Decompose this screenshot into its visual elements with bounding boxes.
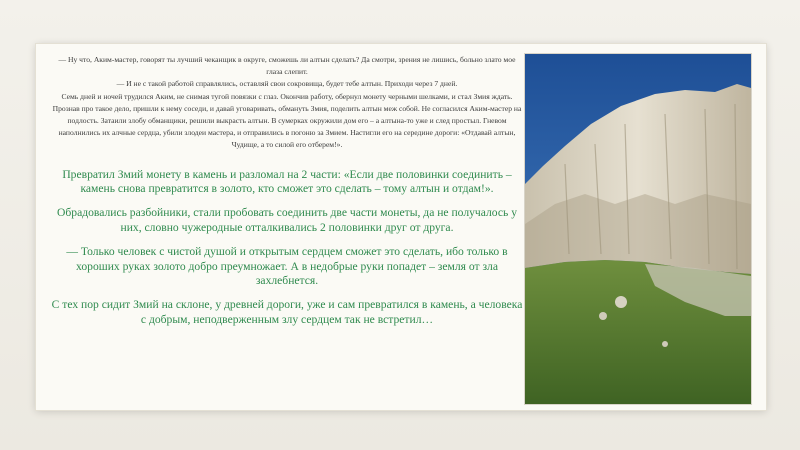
story-paragraph: С тех пор сидит Змий на склоне, у древней дороги, уже и сам превратился в камень, а человека с добрым, неподверженным злу сердцем так не встретил… (51, 298, 523, 326)
boulder (599, 312, 607, 320)
text-column (50, 54, 524, 337)
cliff-photo (524, 53, 752, 405)
intro-paragraph: — И не с такой работой справлялись, оставляй свои сокровища, будет тебе алтын. Приходи через 7 дней. (116, 79, 458, 89)
story-block (50, 168, 524, 328)
intro-paragraph: — Ну что, Аким-мастер, говорят ты лучший чеканщик в округе, сможешь ли алтын сделать? Да смотри, зрения не лишись, больно злато мое глаза слепит. (58, 55, 516, 77)
intro-paragraph: Семь дней и ночей трудился Аким, не снимая тугой повязки с глаз. Окончив работу, обернул монету черными шелками, и стал Змия ждать. Прознав про такое дело, пришли к нему соседи, и давай уговаривать, обмануть Змия, поделить алтын меж собой. Не согласился Аким-мастер на подлость. Затаили злобу обманщики, решили выкрасть алтын. В сумерках окружили дом его – а алтына-то уже и след простыл. Гневом наполнились их алчные сердца, убили злодеи мастера, и отправились в погоню за Змием. Настигли его на середине дороги: «Отдавай алтын, Чудище, а то силой его отберем!». (52, 91, 522, 150)
story-paragraph: Обрадовались разбойники, стали пробовать соединить две части монеты, да не получалось у них, словно чужеродные отталкивались 2 половинки друг от друга. (57, 206, 517, 235)
boulder (662, 341, 668, 347)
boulder (615, 296, 627, 308)
story-paragraph: — Только человек с чистой душой и открытым сердцем сможет это сделать, ибо только в хороших руках золото добро преумножает. А в недобрые руки попадет – земля от зла захлебнется. (66, 244, 508, 288)
intro-block (50, 54, 524, 152)
story-paragraph: Превратил Змий монету в камень и разломал на 2 части: «Если две половинки соединить – камень снова превратится в золото, кто сможет это сделать – тому алтын и отдам!». (62, 167, 512, 196)
